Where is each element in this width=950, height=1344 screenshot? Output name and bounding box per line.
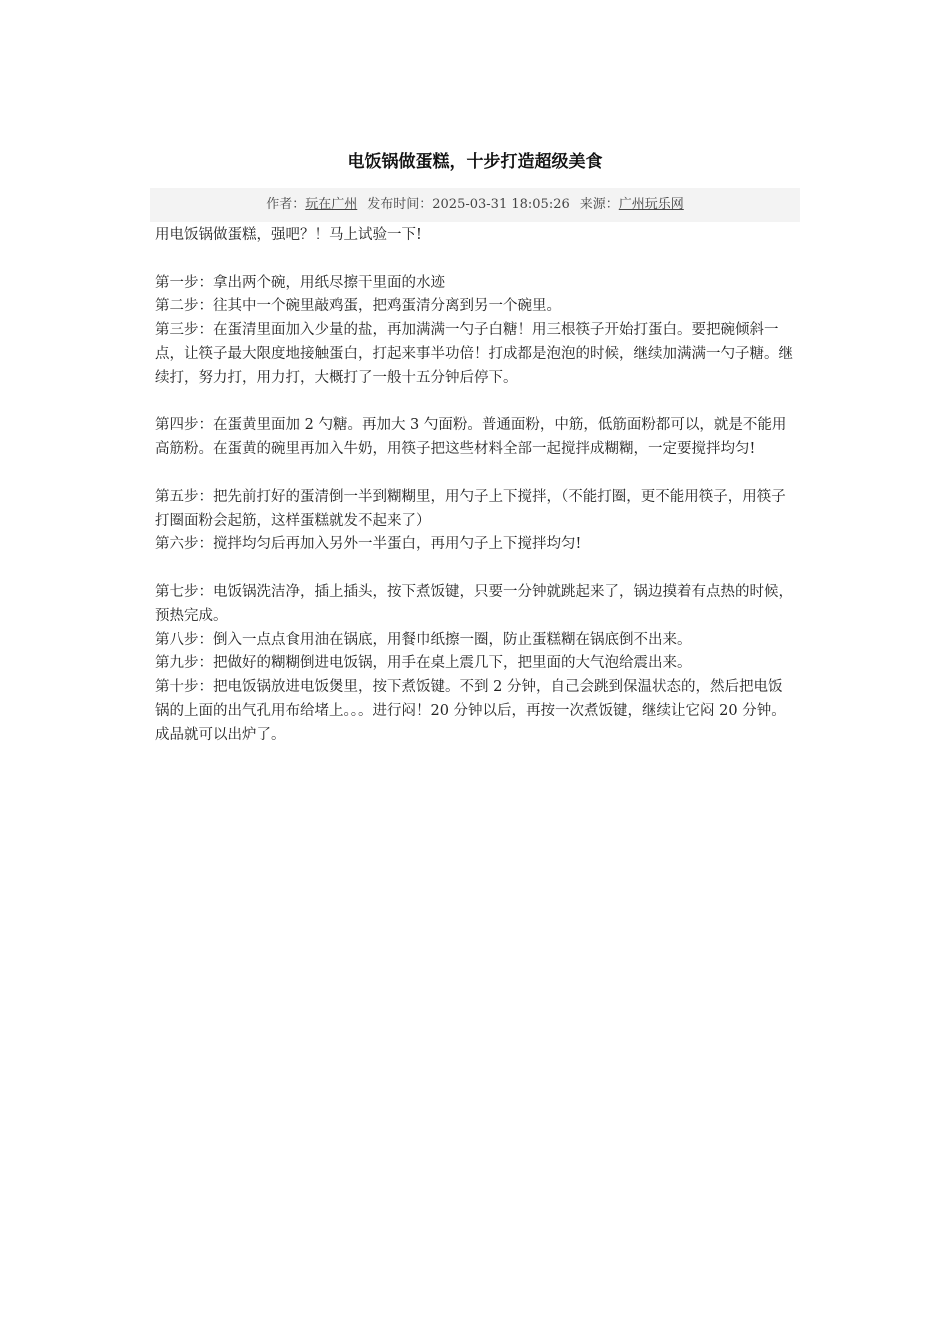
- paragraph-gap: [155, 391, 795, 415]
- step-6: 第六步：搅拌均匀后再加入另外一半蛋白，再用勺子上下搅拌均匀!: [155, 536, 582, 553]
- publish-time-label: 发布时间：: [367, 197, 433, 212]
- intro-paragraph: 用电饭锅做蛋糕，强吧？！马上试验一下!: [155, 227, 422, 243]
- article-body: [150, 222, 800, 748]
- step-2: 第二步：往其中一个碗里敲鸡蛋，把鸡蛋清分离到另一个碗里。: [155, 298, 561, 315]
- author-link[interactable]: 玩在广州: [305, 197, 358, 212]
- source-label: 来源：: [579, 197, 619, 212]
- step-8: 第八步：倒入一点点食用油在锅底，用餐巾纸擦一圈，防止蛋糕糊在锅底倒不出来。: [155, 631, 692, 648]
- paragraph-gap: [155, 462, 795, 486]
- step-10: 第十步：把电饭锅放进电饭煲里，按下煮饭键。不到 2 分钟，自己会跳到保温状态的，然后把电饭锅的上面的出气孔用布给堵上。。。进行闷！20 分钟以后，再按一次煮饭键，继续让它闷 20 分钟。成品就可以出炉了。: [155, 679, 786, 743]
- paragraph-gap: [155, 248, 795, 272]
- step-5: 第五步：把先前打好的蛋清倒一半到糊糊里，用勺子上下搅拌，（不能打圈，更不能用筷子，用筷子打圈面粉会起筋，这样蛋糕就发不起来了）: [155, 488, 786, 529]
- article: [150, 150, 800, 748]
- author-label: 作者：: [266, 197, 306, 212]
- step-7: 第七步：电饭锅洗洁净，插上插头，按下煮饭键，只要一分钟就跳起来了，锅边摸着有点热的时候，预热完成。: [155, 583, 793, 624]
- page-title: 电饭锅做蛋糕，十步打造超级美食: [347, 152, 603, 172]
- source-link[interactable]: 广州玩乐网: [618, 197, 684, 212]
- step-9: 第九步：把做好的糊糊倒进电饭锅，用手在桌上震几下，把里面的大气泡给震出来。: [155, 655, 692, 672]
- publish-time: 2025-03-31 18:05:26: [432, 197, 570, 212]
- step-4: 第四步：在蛋黄里面加 2 勺糖。再加大 3 勺面粉。普通面粉，中筋，低筋面粉都可以，就是不能用高筋粉。在蛋黄的碗里再加入牛奶，用筷子把这些材料全部一起搅拌成糊糊，一定要搅拌均匀!: [155, 417, 787, 458]
- paragraph-gap: [155, 557, 795, 581]
- article-meta-bar: [150, 188, 800, 222]
- step-3: 第三步：在蛋清里面加入少量的盐，再加满满一勺子白糖！用三根筷子开始打蛋白。要把碗倾斜一点，让筷子最大限度地接触蛋白，打起来事半功倍！打成都是泡泡的时候，继续加满满一勺子糖。继续打，努力打，用力打，大概打了一般十五分钟后停下。: [155, 322, 793, 386]
- step-1: 第一步：拿出两个碗，用纸尽擦干里面的水迹: [155, 274, 445, 291]
